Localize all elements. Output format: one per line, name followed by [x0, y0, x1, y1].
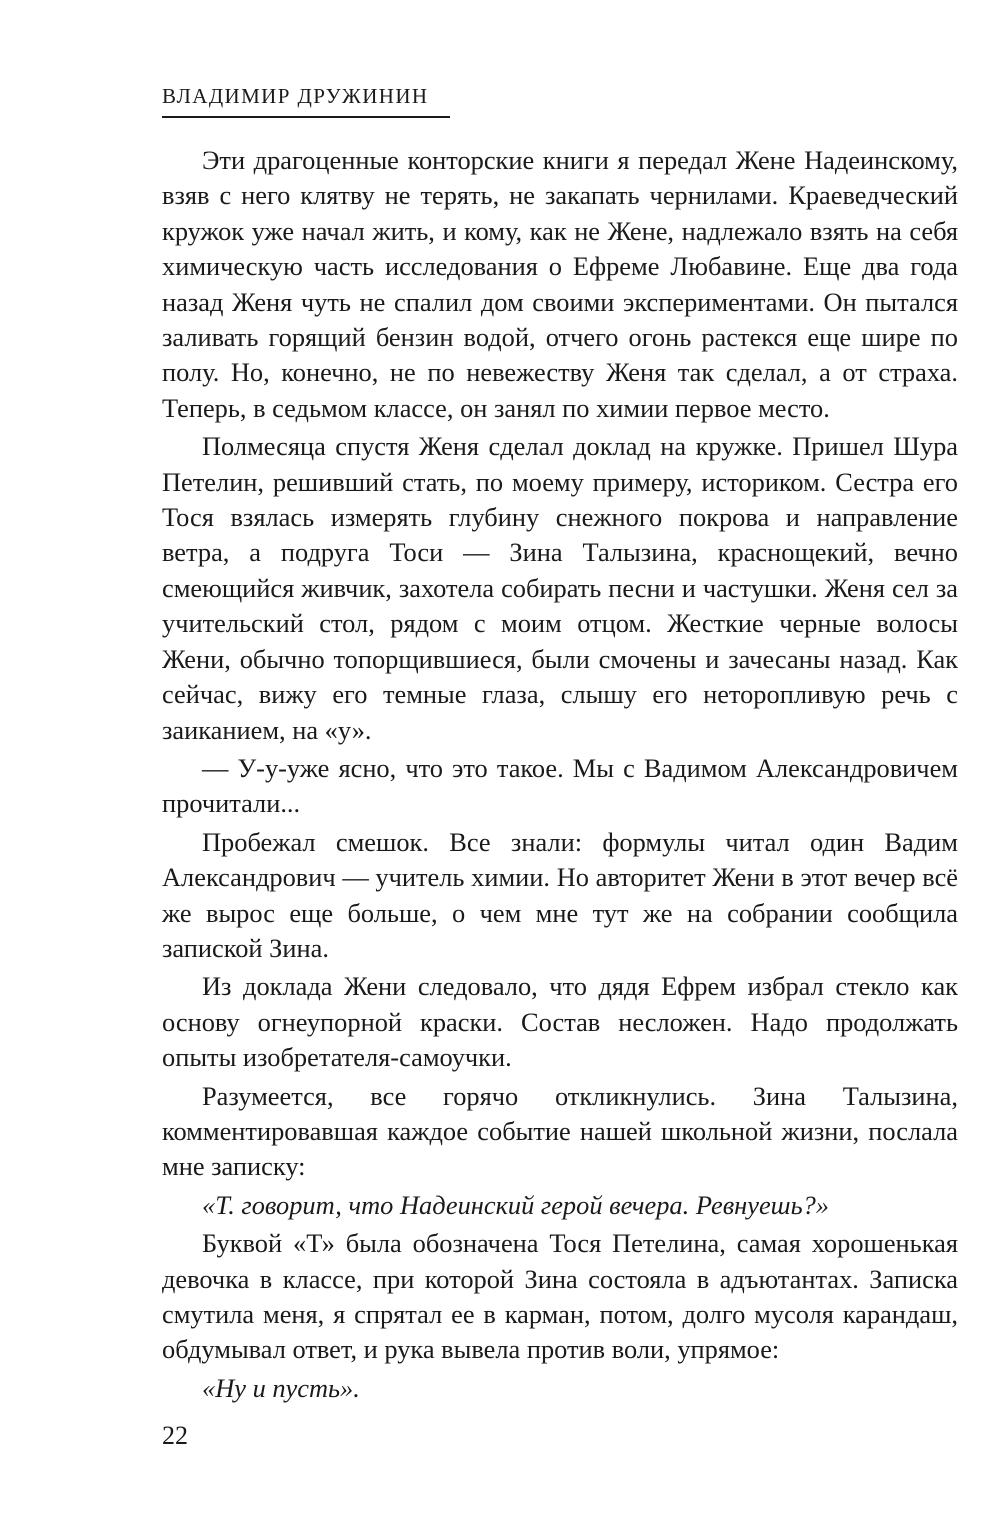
paragraph: Буквой «Т» была обозначена Тося Петелина, самая хорошенькая девочка в классе, при которой Зина состояла в адъютантах. Записка смутила меня, я спрятал ее в карман, потом, долго мусоля карандаш, обдумывал ответ, и рука вывела против воли, упрямое:	[162, 1228, 958, 1365]
dialogue-line: — У-у-уже ясно, что это такое. Мы с Вадимом Александровичем прочитали...	[162, 752, 958, 819]
running-head: ВЛАДИМИР ДРУЖИНИН	[162, 84, 450, 118]
body-text	[162, 143, 958, 1406]
paragraph: Разумеется, все горячо откликнулись. Зина Талызина, комментировавшая каждое событие нашей школьной жизни, послала мне записку:	[162, 1080, 958, 1182]
page-number: 22	[162, 1421, 188, 1450]
note-quote: «Т. говорит, что Надеинский герой вечера. Ревнуешь?»	[202, 1189, 829, 1220]
paragraph: Полмесяца спустя Женя сделал доклад на кружке. Пришел Шура Петелин, решивший стать, по моему примеру, историком. Сестра его Тося взялась измерять глубину снежного покрова и направление ветра, а подруга Тоси — Зина Талызина, краснощекий, вечно смеющийся живчик, захотела собирать песни и частушки. Женя сел за учительский стол, рядом с моим отцом. Жесткие черные волосы Жени, обычно топорщившиеся, были смочены и зачесаны назад. Как сейчас, вижу его темные глаза, слышу его неторопливую речь с заиканием, на «у».	[162, 431, 958, 745]
note-reply: «Ну и пусть».	[202, 1372, 360, 1403]
paragraph: Из доклада Жени следовало, что дядя Ефрем избрал стекло как основу огнеупорной краски. Состав несложен. Надо продолжать опыты изобретателя-самоучки.	[162, 971, 958, 1073]
paragraph: Пробежал смешок. Все знали: формулы читал один Вадим Александрович — учитель химии. Но авторитет Жени в этот вечер всё же вырос еще больше, о чем мне тут же на собрании сообщила запиской Зина.	[162, 826, 958, 963]
paragraph: Эти драгоценные конторские книги я передал Жене Надеинскому, взяв с него клятву не терять, не закапать чернилами. Краеведческий кружок уже начал жить, и кому, как не Жене, надлежало взять на себя химическую часть исследования о Ефреме Любавине. Еще два года назад Женя чуть не спалил дом своими экспериментами. Он пытался заливать горящий бензин водой, отчего огонь растекся еще шире по полу. Но, конечно, не по невежеству Женя так сделал, а от страха. Теперь, в седьмом классе, он занял по химии первое место.	[162, 145, 958, 423]
